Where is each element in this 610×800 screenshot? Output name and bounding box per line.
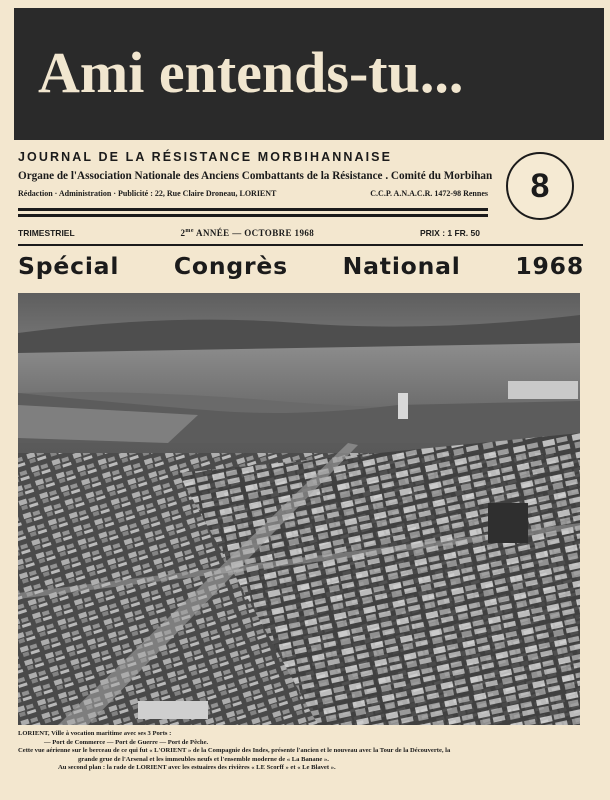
postal-account: C.C.P. A.N.A.C.R. 1472-98 Rennes xyxy=(370,189,488,198)
aerial-photo-lorient xyxy=(18,293,580,725)
info-divider xyxy=(18,244,583,246)
caption-line: — Port de Commerce — Port de Guerre — Port de Pêche. xyxy=(44,738,209,746)
rule-line xyxy=(18,208,488,211)
caption-line: LORIENT, Ville à vocation maritime avec ses 3 Ports : xyxy=(18,730,172,737)
address-row xyxy=(18,189,488,199)
caption-line: grande grue de l'Arsenal et les immeubles neufs et l'ensemble moderne de « La Banane ». xyxy=(78,755,329,763)
aerial-photo-illustration xyxy=(18,293,580,725)
caption-line: Cette vue aérienne sur le berceau de ce qui fut « L'ORIENT » de la Compagnie des Indes, présente l'ancien et le nouveau avec la Tour de la Découverte, la xyxy=(18,747,451,755)
headline-word: Spécial xyxy=(18,252,120,280)
masthead-banner xyxy=(14,8,604,140)
price: PRIX : 1 FR. 50 xyxy=(420,228,480,238)
frequency: TRIMESTRIEL xyxy=(18,228,75,238)
issue-date xyxy=(181,228,315,238)
year-number: 2 xyxy=(180,228,186,238)
issue-info-row xyxy=(18,228,480,238)
publication-header xyxy=(18,150,493,199)
headline-word: National xyxy=(342,252,461,280)
rule-line xyxy=(18,214,488,217)
editorial-address: Rédaction · Administration · Publicité : 22, Rue Claire Droneau, LORIENT xyxy=(18,189,277,198)
masthead-title: Ami entends-tu... xyxy=(38,40,464,105)
issue-number-badge xyxy=(506,152,574,220)
journal-subtitle: JOURNAL DE LA RÉSISTANCE MORBIHANNAISE xyxy=(18,150,393,164)
issue-number: 8 xyxy=(530,166,550,205)
headline-year: 1968 xyxy=(515,252,584,280)
special-congress-headline xyxy=(18,252,584,280)
organe-line: Organe de l'Association Nationale des Anciens Combattants de la Résistance . Comité du Morbihan xyxy=(18,170,493,182)
header-rules xyxy=(18,208,488,220)
date-text: ANNÉE — OCTOBRE 1968 xyxy=(196,228,315,238)
caption-line: Au second plan : la rade de LORIENT avec les estuaires des rivières « LE Scorff » et « Le Blavet ». xyxy=(58,764,336,772)
year-suffix: me xyxy=(185,228,194,234)
headline-word: Congrès xyxy=(173,252,288,280)
photo-caption xyxy=(18,730,584,773)
